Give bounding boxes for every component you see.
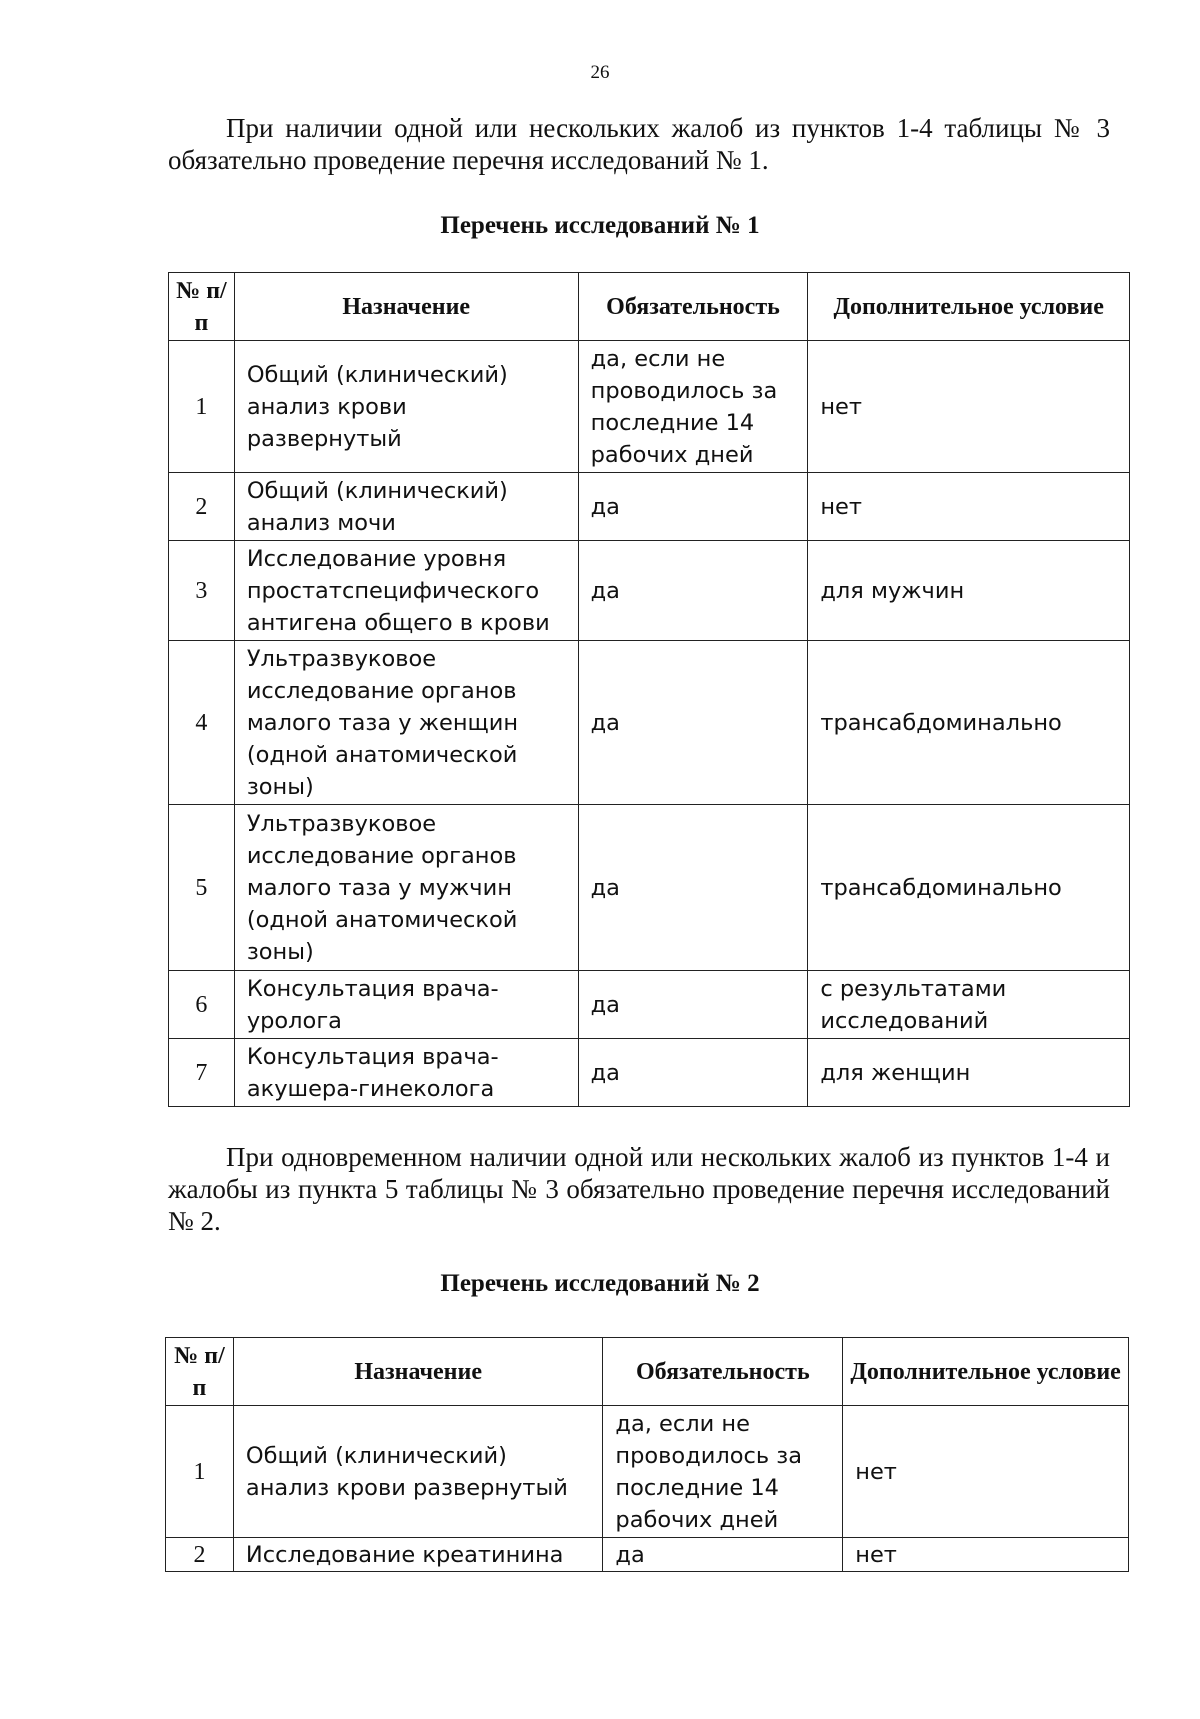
row-num: 5 — [169, 805, 235, 971]
row-num: 4 — [169, 641, 235, 805]
header-condition: Дополнительное условие — [808, 273, 1130, 341]
row-purpose: Консультация врача-уролога — [234, 971, 578, 1039]
intro-paragraph-2: При одновременном наличии одной или нескольких жалоб из пунктов 1-4 и жалобы из пункта 5 таблицы № 3 обязательно проведение перечня исследований № 2. — [168, 1142, 1110, 1236]
table-row — [166, 1538, 1129, 1572]
row-condition: нет — [808, 473, 1130, 541]
row-requirement: да — [578, 641, 808, 805]
row-requirement: да, если не проводилось за последние 14 рабочих дней — [578, 341, 808, 473]
row-requirement: да — [603, 1538, 843, 1572]
table-row — [169, 473, 1130, 541]
table-row — [169, 641, 1130, 805]
table-header-row — [169, 273, 1130, 341]
row-requirement: да, если не проводилось за последние 14 рабочих дней — [603, 1406, 843, 1538]
row-purpose: Общий (клинический) анализ мочи — [234, 473, 578, 541]
row-requirement: да — [578, 473, 808, 541]
row-num: 1 — [169, 341, 235, 473]
row-purpose: Общий (клинический) анализ крови развернутый — [234, 341, 578, 473]
table-row — [169, 805, 1130, 971]
header-condition: Дополнительное условие — [843, 1338, 1129, 1406]
studies-table-2 — [165, 1337, 1129, 1572]
row-num: 7 — [169, 1039, 235, 1107]
row-condition: нет — [843, 1406, 1129, 1538]
header-purpose: Назначение — [233, 1338, 603, 1406]
table-row — [166, 1406, 1129, 1538]
row-purpose: Исследование креатинина — [233, 1538, 603, 1572]
row-purpose: Ультразвуковое исследование органов малого таза у мужчин (одной анатомической зоны) — [234, 805, 578, 971]
row-condition: с результатами исследований — [808, 971, 1130, 1039]
intro-paragraph-1: При наличии одной или нескольких жалоб из пунктов 1-4 таблицы № 3 обязательно проведение перечня исследований № 1. — [168, 113, 1110, 175]
row-num: 6 — [169, 971, 235, 1039]
row-requirement: да — [578, 1039, 808, 1107]
row-requirement: да — [578, 805, 808, 971]
table-row — [169, 1039, 1130, 1107]
table-row — [169, 341, 1130, 473]
row-purpose: Исследование уровня простатспецифического антигена общего в крови — [234, 541, 578, 641]
table-header-row — [166, 1338, 1129, 1406]
row-purpose: Общий (клинический) анализ крови развернутый — [233, 1406, 603, 1538]
row-num: 3 — [169, 541, 235, 641]
row-requirement: да — [578, 971, 808, 1039]
row-num: 1 — [166, 1406, 234, 1538]
row-purpose: Ультразвуковое исследование органов малого таза у женщин (одной анатомической зоны) — [234, 641, 578, 805]
header-num: № п/п — [169, 273, 235, 341]
row-condition: для женщин — [808, 1039, 1130, 1107]
row-condition: трансабдоминально — [808, 805, 1130, 971]
row-condition: для мужчин — [808, 541, 1130, 641]
row-condition: нет — [843, 1538, 1129, 1572]
row-num: 2 — [166, 1538, 234, 1572]
row-purpose: Консультация врача-акушера-гинеколога — [234, 1039, 578, 1107]
table-row — [169, 971, 1130, 1039]
row-condition: нет — [808, 341, 1130, 473]
studies-table-1 — [168, 272, 1130, 1107]
row-num: 2 — [169, 473, 235, 541]
header-purpose: Назначение — [234, 273, 578, 341]
row-condition: трансабдоминально — [808, 641, 1130, 805]
header-requirement: Обязательность — [603, 1338, 843, 1406]
list-2-title: Перечень исследований № 2 — [440, 1270, 760, 1297]
header-num: № п/п — [166, 1338, 234, 1406]
row-requirement: да — [578, 541, 808, 641]
header-requirement: Обязательность — [578, 273, 808, 341]
table-row — [169, 541, 1130, 641]
list-1-title: Перечень исследований № 1 — [440, 212, 760, 239]
page-number: 26 — [590, 62, 610, 83]
